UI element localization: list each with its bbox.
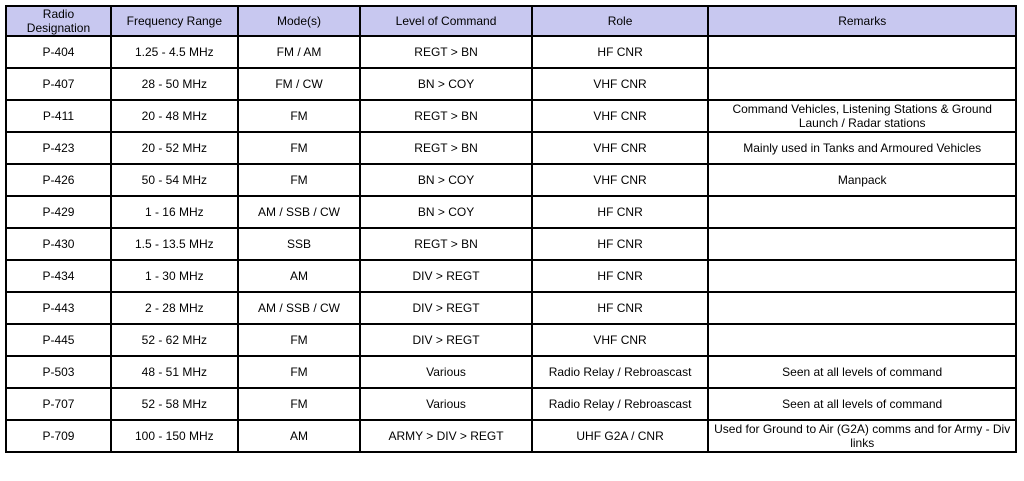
cell-role: HF CNR	[532, 36, 709, 68]
header-remarks: Remarks	[708, 6, 1016, 36]
cell-role: VHF CNR	[532, 132, 709, 164]
table-row	[6, 260, 1016, 292]
cell-radio: P-443	[6, 292, 111, 324]
cell-command: DIV > REGT	[360, 260, 531, 292]
cell-remarks: Command Vehicles, Listening Stations & Ground Launch / Radar stations	[708, 100, 1016, 132]
table-row	[6, 356, 1016, 388]
cell-frequency: 1.5 - 13.5 MHz	[111, 228, 238, 260]
cell-role: VHF CNR	[532, 100, 709, 132]
cell-mode: SSB	[238, 228, 361, 260]
cell-frequency: 50 - 54 MHz	[111, 164, 238, 196]
cell-radio: P-411	[6, 100, 111, 132]
header-frequency-range: Frequency Range	[111, 6, 238, 36]
cell-remarks	[708, 68, 1016, 100]
header-modes: Mode(s)	[238, 6, 361, 36]
cell-remarks: Seen at all levels of command	[708, 356, 1016, 388]
table-row	[6, 132, 1016, 164]
cell-remarks: Mainly used in Tanks and Armoured Vehicles	[708, 132, 1016, 164]
header-role: Role	[532, 6, 709, 36]
table-row	[6, 100, 1016, 132]
cell-command: REGT > BN	[360, 36, 531, 68]
table-row	[6, 420, 1016, 452]
cell-role: VHF CNR	[532, 68, 709, 100]
cell-mode: FM	[238, 132, 361, 164]
cell-mode: FM	[238, 324, 361, 356]
cell-mode: FM	[238, 164, 361, 196]
cell-mode: AM	[238, 260, 361, 292]
cell-command: REGT > BN	[360, 100, 531, 132]
table-row	[6, 228, 1016, 260]
radio-table	[5, 5, 1017, 453]
cell-frequency: 20 - 52 MHz	[111, 132, 238, 164]
cell-frequency: 52 - 62 MHz	[111, 324, 238, 356]
cell-radio: P-707	[6, 388, 111, 420]
cell-frequency: 2 - 28 MHz	[111, 292, 238, 324]
cell-role: HF CNR	[532, 196, 709, 228]
cell-command: Various	[360, 356, 531, 388]
cell-role: VHF CNR	[532, 324, 709, 356]
table-row	[6, 292, 1016, 324]
table-row	[6, 196, 1016, 228]
cell-radio: P-709	[6, 420, 111, 452]
cell-command: BN > COY	[360, 68, 531, 100]
cell-mode: AM / SSB / CW	[238, 196, 361, 228]
cell-remarks	[708, 260, 1016, 292]
cell-radio: P-429	[6, 196, 111, 228]
cell-command: Various	[360, 388, 531, 420]
cell-frequency: 1.25 - 4.5 MHz	[111, 36, 238, 68]
cell-remarks: Seen at all levels of command	[708, 388, 1016, 420]
cell-command: BN > COY	[360, 164, 531, 196]
cell-mode: FM / CW	[238, 68, 361, 100]
cell-role: HF CNR	[532, 292, 709, 324]
table-row	[6, 324, 1016, 356]
header-row	[6, 6, 1016, 36]
cell-remarks	[708, 292, 1016, 324]
cell-frequency: 1 - 30 MHz	[111, 260, 238, 292]
table-row	[6, 164, 1016, 196]
cell-command: REGT > BN	[360, 228, 531, 260]
table-row	[6, 36, 1016, 68]
cell-role: HF CNR	[532, 260, 709, 292]
cell-role: Radio Relay / Rebroascast	[532, 356, 709, 388]
cell-role: Radio Relay / Rebroascast	[532, 388, 709, 420]
cell-remarks	[708, 324, 1016, 356]
cell-mode: FM	[238, 356, 361, 388]
cell-mode: AM	[238, 420, 361, 452]
cell-mode: FM	[238, 100, 361, 132]
cell-frequency: 48 - 51 MHz	[111, 356, 238, 388]
cell-command: REGT > BN	[360, 132, 531, 164]
cell-frequency: 1 - 16 MHz	[111, 196, 238, 228]
cell-command: DIV > REGT	[360, 292, 531, 324]
cell-radio: P-407	[6, 68, 111, 100]
table-row	[6, 68, 1016, 100]
table-container	[5, 5, 1017, 453]
table-header	[6, 6, 1016, 36]
cell-radio: P-426	[6, 164, 111, 196]
cell-role: HF CNR	[532, 228, 709, 260]
cell-role: VHF CNR	[532, 164, 709, 196]
cell-frequency: 20 - 48 MHz	[111, 100, 238, 132]
cell-remarks: Manpack	[708, 164, 1016, 196]
cell-radio: P-404	[6, 36, 111, 68]
cell-remarks: Used for Ground to Air (G2A) comms and for Army - Div links	[708, 420, 1016, 452]
table-body	[6, 36, 1016, 452]
cell-frequency: 52 - 58 MHz	[111, 388, 238, 420]
header-level-of-command: Level of Command	[360, 6, 531, 36]
cell-radio: P-430	[6, 228, 111, 260]
cell-radio: P-445	[6, 324, 111, 356]
cell-command: BN > COY	[360, 196, 531, 228]
cell-mode: FM	[238, 388, 361, 420]
cell-frequency: 28 - 50 MHz	[111, 68, 238, 100]
cell-command: DIV > REGT	[360, 324, 531, 356]
cell-role: UHF G2A / CNR	[532, 420, 709, 452]
table-row	[6, 388, 1016, 420]
cell-remarks	[708, 196, 1016, 228]
cell-mode: FM / AM	[238, 36, 361, 68]
cell-radio: P-503	[6, 356, 111, 388]
header-radio-designation: Radio Designation	[6, 6, 111, 36]
cell-command: ARMY > DIV > REGT	[360, 420, 531, 452]
cell-frequency: 100 - 150 MHz	[111, 420, 238, 452]
cell-radio: P-423	[6, 132, 111, 164]
cell-remarks	[708, 228, 1016, 260]
cell-mode: AM / SSB / CW	[238, 292, 361, 324]
cell-radio: P-434	[6, 260, 111, 292]
cell-remarks	[708, 36, 1016, 68]
